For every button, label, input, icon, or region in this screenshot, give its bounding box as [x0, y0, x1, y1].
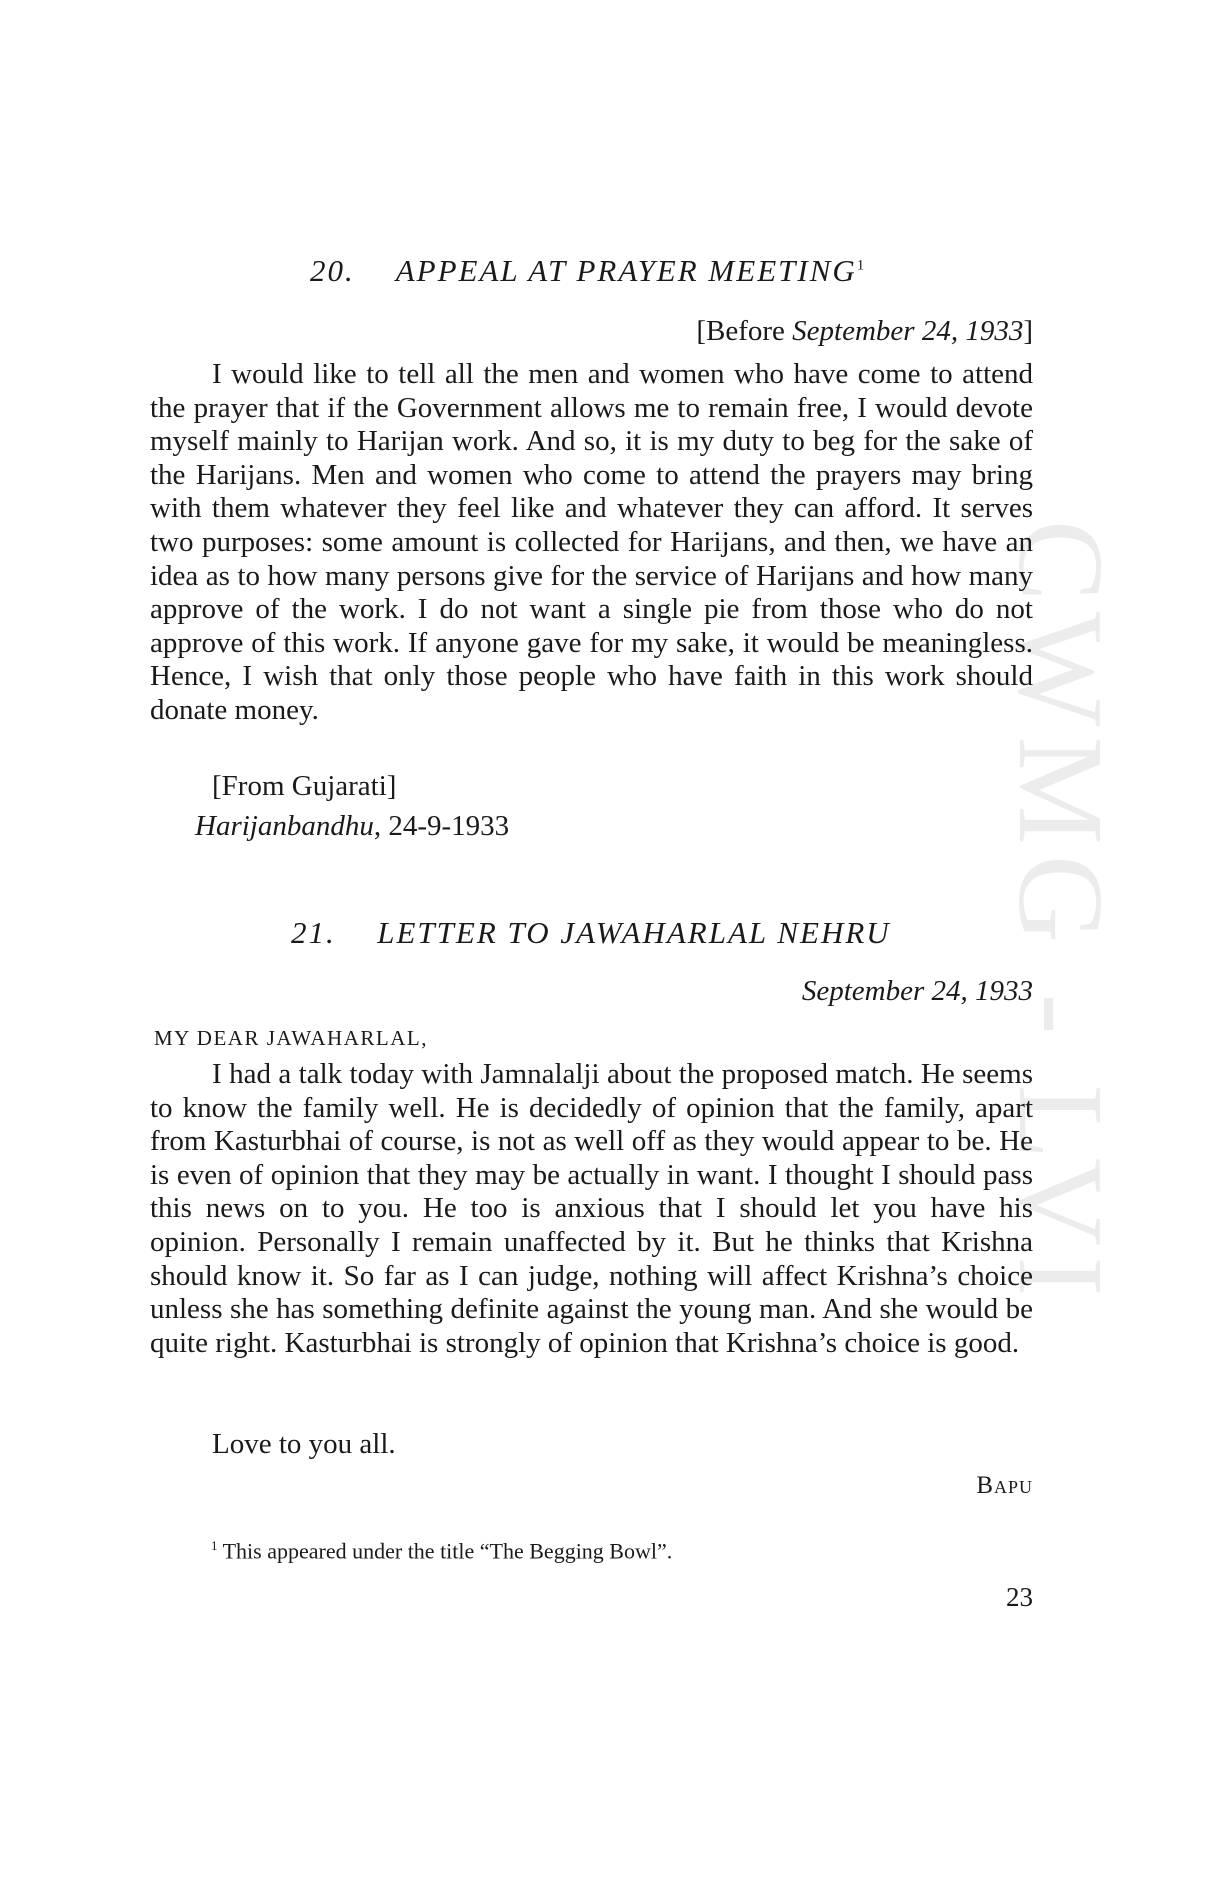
closing-line: Love to you all. [212, 1428, 396, 1460]
watermark-text: CWMG - LVI [993, 520, 1128, 1307]
body-paragraph-20: I would like to tell all the men and women who have come to attend the prayer that if the Government allows me to remain free, I would devote myself mainly to Harijan work. And so, it is my duty to beg for the sake of the Harijans. Men and women who come to attend the prayers may bring with them whatever they feel like and whatever they can afford. It serves two purposes: some amount is collected for Harijans, and then, we have an idea as to how many persons give for the service of Harijans and how many approve of the work. I do not want a single pie from those who do not approve of this work. If anyone gave for my sake, it would be meaningless. Hence, I wish that only those people who have faith in this work should donate money. [150, 358, 1033, 726]
section-number: 20. [310, 253, 355, 288]
source-citation [195, 810, 509, 843]
body-paragraph-21: I had a talk today with Jamnalalji about the proposed match. He seems to know the family well. He is decidedly of opinion that the family, apart from Kasturbhai of course, is not as well off as they would appear to be. He is even of opinion that they may be actually in want. I thought I should pass this news on to you. He too is anxious that I should let you have his opinion. Personally I remain unaffected by it. But he thinks that Krishna should know it. So far as I can judge, nothing will affect Krishna’s choice unless she has something definite against the young man. And she would be quite right. Kasturbhai is strongly of opinion that Krishna’s choice is good. [150, 1058, 1033, 1359]
section-title: APPEAL AT PRAYER MEETING [395, 253, 857, 288]
dateline-20: [Before September 24, 1933] [696, 315, 1033, 347]
date-italic: September 24, 1933 [792, 315, 1024, 347]
section-number: 21. [291, 915, 336, 950]
salutation: MY DEAR JAWAHARLAL, [154, 1026, 428, 1050]
source-note: [From Gujarati] [212, 770, 397, 802]
footnote-text: This appeared under the title “The Begging Bowl”. [217, 1538, 673, 1564]
footnote-ref: 1 [856, 257, 865, 274]
signature: Bapu [976, 1472, 1033, 1499]
section-heading-20 [310, 253, 864, 289]
footnote-marker: 1 [211, 1538, 218, 1553]
dateline-21: September 24, 1933 [801, 975, 1033, 1007]
section-title: LETTER TO JAWAHARLAL NEHRU [377, 915, 891, 950]
footnote [211, 1538, 672, 1564]
section-heading-21 [291, 915, 891, 951]
source-date: , 24-9-1933 [373, 810, 510, 842]
source-title: Harijanbandhu [195, 810, 374, 842]
page-number: 23 [1006, 1582, 1033, 1612]
